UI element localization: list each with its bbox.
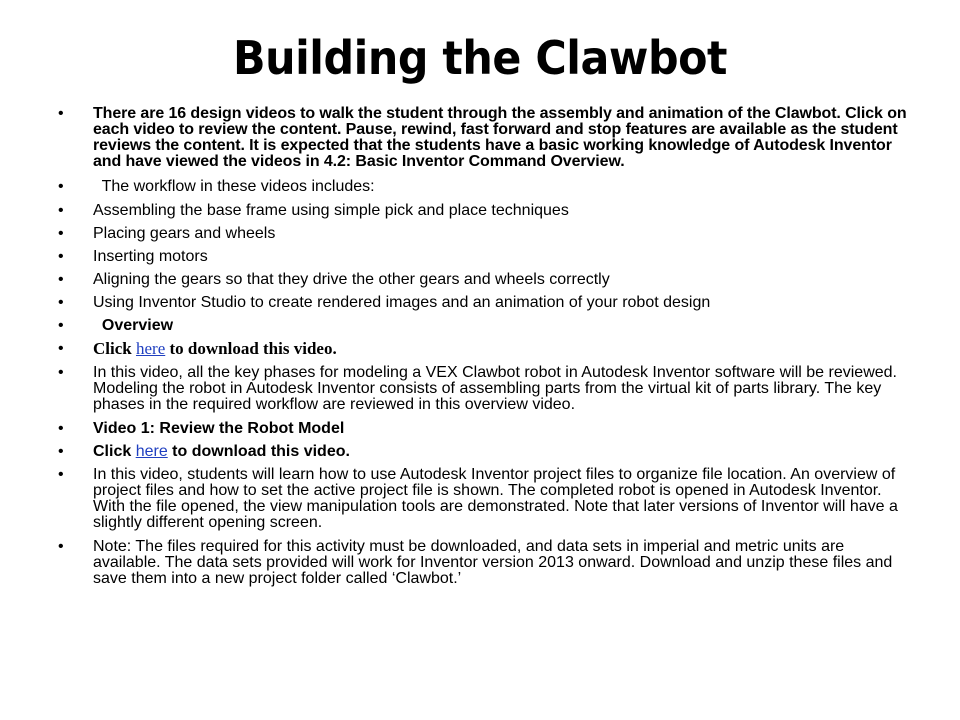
list-item-workflow-intro — [58, 179, 908, 195]
video1-download-link[interactable]: here — [135, 443, 168, 460]
list-item-step5 — [58, 295, 908, 311]
step2-text: Placing gears and wheels — [93, 225, 276, 242]
list-item-overview-desc — [58, 365, 908, 413]
list-item-intro — [58, 106, 908, 170]
bullet-icon: • — [58, 340, 64, 357]
list-item-video1-heading — [58, 421, 908, 437]
video1-desc-text: In this video, students will learn how to use Autodesk Inventor project files to organize file location. An overview of project files and how to set the active project file is shown. The completed robot is opened in Autodesk Inventor. With the file opened, the view manipulation tools are demonstrated. Note that later versions of Inventor will have a slightly different opening screen. — [93, 466, 898, 531]
step3-text: Inserting motors — [93, 248, 208, 265]
overview-desc-text: In this video, all the key phases for modeling a VEX Clawbot robot in Autodesk Inventor software will be reviewed. Modeling the robot in Autodesk Inventor consists of assembling parts from the virtual kit of parts library. The key phases in the required workflow are reviewed in this overview video. — [93, 364, 897, 413]
list-item-step2 — [58, 226, 908, 242]
overview-click-suffix: to download this video. — [165, 339, 337, 358]
workflow-intro-text: The workflow in these videos includes: — [93, 178, 375, 195]
bullet-icon: • — [58, 317, 64, 334]
list-item-video1-click — [58, 444, 908, 460]
step1-text: Assembling the base frame using simple pick and place techniques — [93, 202, 569, 219]
bullet-icon: • — [58, 271, 64, 288]
overview-heading: Overview — [93, 317, 174, 334]
list-item-note — [58, 539, 908, 587]
step4-text: Aligning the gears so that they drive the other gears and wheels correctly — [93, 271, 610, 288]
video1-click-suffix: to download this video. — [167, 443, 350, 460]
bullet-icon: • — [58, 105, 64, 122]
slide-title: Building the Clawbot — [232, 31, 728, 85]
video1-heading: Video 1: Review the Robot Model — [93, 420, 345, 437]
bullet-icon: • — [58, 443, 64, 460]
bullet-icon: • — [58, 364, 64, 381]
list-item-step1 — [58, 203, 908, 219]
bullet-icon: • — [58, 178, 64, 195]
video1-click-prefix: Click — [93, 443, 136, 460]
list-item-overview-heading — [58, 318, 908, 334]
bullet-icon: • — [58, 538, 64, 555]
bullet-icon: • — [58, 225, 64, 242]
bullet-icon: • — [58, 466, 64, 483]
bullet-icon: • — [58, 420, 64, 437]
overview-download-link[interactable]: here — [135, 339, 166, 358]
bullet-icon: • — [58, 248, 64, 265]
note-text: Note: The files required for this activity must be downloaded, and data sets in imperial and metric units are available. The data sets provided will work for Inventor version 2013 onward. Download and unzip these files and save them into a new project folder called ‘Clawbot.’ — [93, 538, 893, 587]
overview-click-prefix: Click — [93, 339, 136, 358]
bullet-list — [58, 106, 908, 594]
intro-text: There are 16 design videos to walk the student through the assembly and animation of the Clawbot. Click on each video to review the content. Pause, rewind, fast forward and stop features are available as the student reviews the content. It is expected that the students have a basic working knowledge of Autodesk Inventor and have viewed the videos in 4.2: Basic Inventor Command Overview. — [93, 105, 907, 170]
list-item-step4 — [58, 272, 908, 288]
bullet-icon: • — [58, 294, 64, 311]
list-item-step3 — [58, 249, 908, 265]
step5-text: Using Inventor Studio to create rendered images and an animation of your robot design — [93, 294, 711, 311]
list-item-overview-click — [58, 341, 908, 358]
bullet-icon: • — [58, 202, 64, 219]
list-item-video1-desc — [58, 467, 908, 531]
